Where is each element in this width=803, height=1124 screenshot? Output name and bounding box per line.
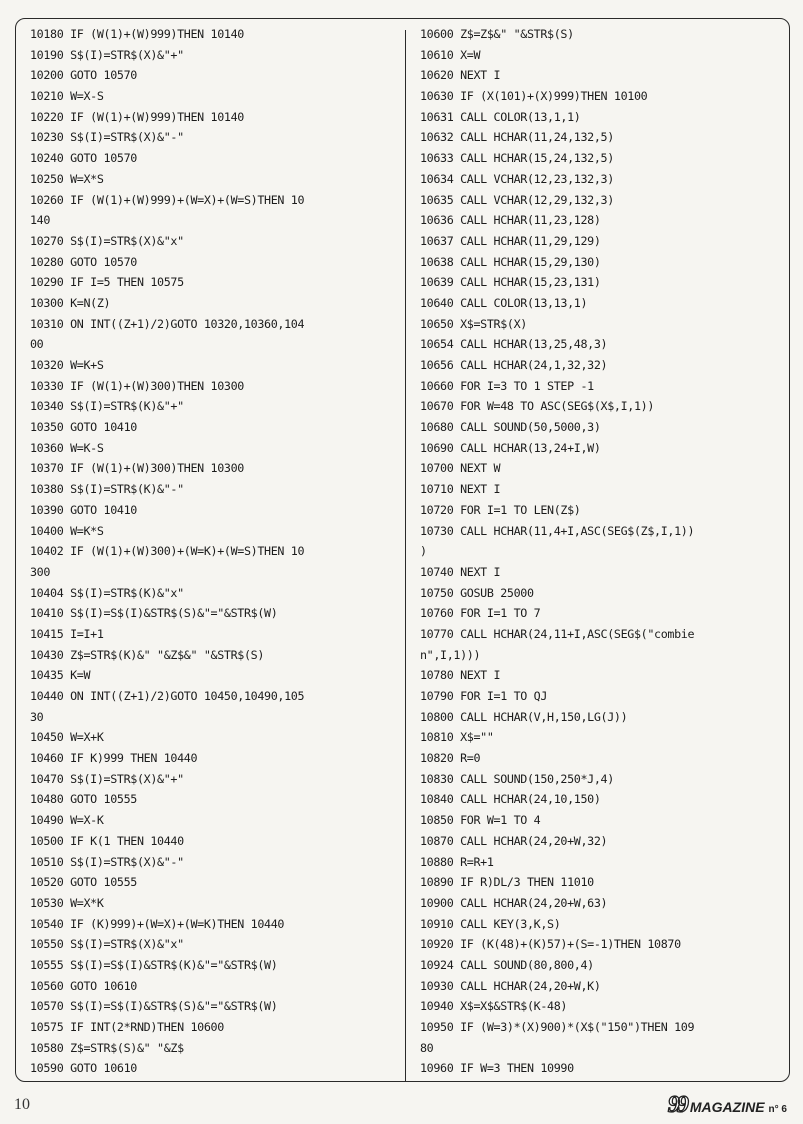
code-line: 10460 IF K)999 THEN 10440 [30, 751, 198, 766]
issue-number: n° 6 [768, 1104, 787, 1115]
code-line: 10910 CALL KEY(3,K,S) [420, 916, 561, 931]
code-line: 10710 NEXT I [420, 482, 501, 497]
code-line: 10470 S$(I)=STR$(X)&"+" [30, 771, 184, 786]
code-line: 10270 S$(I)=STR$(X)&"x" [30, 233, 184, 248]
code-line: 10632 CALL HCHAR(11,24,132,5) [420, 130, 614, 145]
code-line: 10240 GOTO 10570 [30, 151, 137, 166]
code-line: 10720 FOR I=1 TO LEN(Z$) [420, 502, 581, 517]
listing-right-column [420, 24, 782, 1079]
code-line: 10540 IF (K)999)+(W=X)+(W=K)THEN 10440 [30, 916, 285, 931]
code-line: 80 [420, 1040, 434, 1055]
code-line: 10290 IF I=5 THEN 10575 [30, 275, 184, 290]
code-line: 30 [30, 709, 44, 724]
code-line: 10633 CALL HCHAR(15,24,132,5) [420, 151, 614, 166]
page-number: 10 [14, 1096, 30, 1113]
code-line: 10555 S$(I)=S$(I)&STR$(K)&"="&STR$(W) [30, 957, 278, 972]
code-line: 10636 CALL HCHAR(11,23,128) [420, 213, 601, 228]
code-line: 10210 W=X-S [30, 89, 104, 104]
code-line: 10415 I=I+1 [30, 626, 104, 641]
code-line: 10490 W=X-K [30, 813, 104, 828]
code-line: 300 [30, 564, 51, 579]
magazine-name: MAGAZINE [689, 1099, 765, 1115]
listing-left-column [30, 24, 402, 1079]
code-line: 10200 GOTO 10570 [30, 68, 137, 83]
code-line: 10220 IF (W(1)+(W)999)THEN 10140 [30, 109, 244, 124]
code-line: 10260 IF (W(1)+(W)999)+(W=X)+(W=S)THEN 10 [30, 192, 305, 207]
code-line: 10590 GOTO 10610 [30, 1061, 137, 1076]
code-line: 10320 W=K+S [30, 358, 104, 372]
magazine-brand [668, 1092, 787, 1119]
code-line: 10730 CALL HCHAR(11,4+I,ASC(SEG$(Z$,I,1)) [420, 523, 695, 538]
code-line: 10950 IF (W=3)*(X)900)*(X$("150")THEN 109 [420, 1020, 695, 1034]
code-line: 10330 IF (W(1)+(W)300)THEN 10300 [30, 378, 244, 393]
code-line: 10830 CALL SOUND(150,250*J,4) [420, 771, 614, 786]
code-line: 10810 X$="" [420, 730, 494, 745]
code-line: 10870 CALL HCHAR(24,20+W,32) [420, 833, 608, 848]
code-line: 10654 CALL HCHAR(13,25,48,3) [420, 337, 608, 352]
code-line: 10500 IF K(1 THEN 10440 [30, 833, 184, 848]
code-line: 10620 NEXT I [420, 68, 501, 83]
code-line: 10631 CALL COLOR(13,1,1) [420, 109, 581, 124]
code-line: n",I,1))) [420, 647, 481, 662]
code-line: 10430 Z$=STR$(K)&" "&Z$&" "&STR$(S) [30, 647, 265, 662]
code-line: 10840 CALL HCHAR(24,10,150) [420, 792, 601, 807]
magazine-logo: 99 [667, 1092, 686, 1118]
code-line: 10638 CALL HCHAR(15,29,130) [420, 254, 601, 269]
code-line: 10820 R=0 [420, 751, 481, 766]
code-line: 10435 K=W [30, 668, 91, 683]
code-line: 10575 IF INT(2*RND)THEN 10600 [30, 1020, 224, 1034]
code-line: 10570 S$(I)=S$(I)&STR$(S)&"="&STR$(W) [30, 999, 278, 1014]
code-line: 10310 ON INT((Z+1)/2)GOTO 10320,10360,104 [30, 316, 305, 331]
code-line: 10280 GOTO 10570 [30, 254, 137, 269]
code-line: 10404 S$(I)=STR$(K)&"x" [30, 585, 184, 600]
code-line: 10560 GOTO 10610 [30, 978, 137, 993]
code-line: 10510 S$(I)=STR$(X)&"-" [30, 854, 184, 869]
code-line: 10850 FOR W=1 TO 4 [420, 813, 541, 828]
code-line: 10924 CALL SOUND(80,800,4) [420, 957, 594, 972]
code-line: 10790 FOR I=1 TO QJ [420, 689, 548, 703]
code-line: 10380 S$(I)=STR$(K)&"-" [30, 482, 184, 497]
code-line: 10350 GOTO 10410 [30, 420, 137, 435]
code-line: 10600 Z$=Z$&" "&STR$(S) [420, 27, 574, 41]
code-line: 10250 W=X*S [30, 171, 104, 186]
code-line: 10660 FOR I=3 TO 1 STEP -1 [420, 378, 594, 393]
code-line: 10550 S$(I)=STR$(X)&"x" [30, 937, 184, 952]
code-line: 10440 ON INT((Z+1)/2)GOTO 10450,10490,105 [30, 689, 305, 703]
code-line: 10690 CALL HCHAR(13,24+I,W) [420, 440, 601, 455]
code-line: 10750 GOSUB 25000 [420, 585, 534, 600]
code-line: 10390 GOTO 10410 [30, 502, 137, 517]
code-line: 10630 IF (X(101)+(X)999)THEN 10100 [420, 89, 648, 104]
code-line: 10634 CALL VCHAR(12,23,132,3) [420, 171, 614, 186]
code-line: 10530 W=X*K [30, 895, 104, 910]
code-line: 10635 CALL VCHAR(12,29,132,3) [420, 192, 614, 207]
code-line: 10450 W=X+K [30, 730, 104, 745]
code-line: 10340 S$(I)=STR$(K)&"+" [30, 399, 184, 414]
code-line: 10230 S$(I)=STR$(X)&"-" [30, 130, 184, 145]
code-line: 10610 X=W [420, 47, 481, 62]
code-line: 10360 W=K-S [30, 440, 104, 455]
code-line: 10402 IF (W(1)+(W)300)+(W=K)+(W=S)THEN 10 [30, 544, 305, 559]
code-line: 10480 GOTO 10555 [30, 792, 137, 807]
column-divider [405, 30, 406, 1082]
code-line: 10370 IF (W(1)+(W)300)THEN 10300 [30, 461, 244, 476]
code-line: 10637 CALL HCHAR(11,29,129) [420, 233, 601, 248]
code-line: 10190 S$(I)=STR$(X)&"+" [30, 47, 184, 62]
code-line: 10670 FOR W=48 TO ASC(SEG$(X$,I,1)) [420, 399, 655, 414]
code-line: 10650 X$=STR$(X) [420, 316, 527, 331]
code-line: 10656 CALL HCHAR(24,1,32,32) [420, 358, 608, 372]
code-line: 10639 CALL HCHAR(15,23,131) [420, 275, 601, 290]
code-line: 10880 R=R+1 [420, 854, 494, 869]
code-line: 10760 FOR I=1 TO 7 [420, 606, 541, 621]
code-line: 10740 NEXT I [420, 564, 501, 579]
code-line: 10400 W=K*S [30, 523, 104, 538]
code-line: 10940 X$=X$&STR$(K-48) [420, 999, 568, 1014]
code-line: 10800 CALL HCHAR(V,H,150,LG(J)) [420, 709, 628, 724]
code-line: 10180 IF (W(1)+(W)999)THEN 10140 [30, 27, 244, 41]
code-line: 10410 S$(I)=S$(I)&STR$(S)&"="&STR$(W) [30, 606, 278, 621]
code-line: 10700 NEXT W [420, 461, 501, 476]
code-line: 10960 IF W=3 THEN 10990 [420, 1061, 574, 1076]
code-line: 10930 CALL HCHAR(24,20+W,K) [420, 978, 601, 993]
code-line: 140 [30, 213, 51, 228]
code-line: ) [420, 544, 427, 559]
code-line: 10900 CALL HCHAR(24,20+W,63) [420, 895, 608, 910]
code-line: 10520 GOTO 10555 [30, 875, 137, 890]
code-line: 10890 IF R)DL/3 THEN 11010 [420, 875, 594, 890]
code-line: 10300 K=N(Z) [30, 295, 111, 310]
code-line: 10680 CALL SOUND(50,5000,3) [420, 420, 601, 435]
code-line: 10770 CALL HCHAR(24,11+I,ASC(SEG$("combie [420, 626, 695, 641]
code-line: 10920 IF (K(48)+(K)57)+(S=-1)THEN 10870 [420, 937, 681, 952]
code-line: 00 [30, 337, 44, 352]
code-line: 10580 Z$=STR$(S)&" "&Z$ [30, 1040, 184, 1055]
code-line: 10780 NEXT I [420, 668, 501, 683]
code-line: 10640 CALL COLOR(13,13,1) [420, 295, 588, 310]
